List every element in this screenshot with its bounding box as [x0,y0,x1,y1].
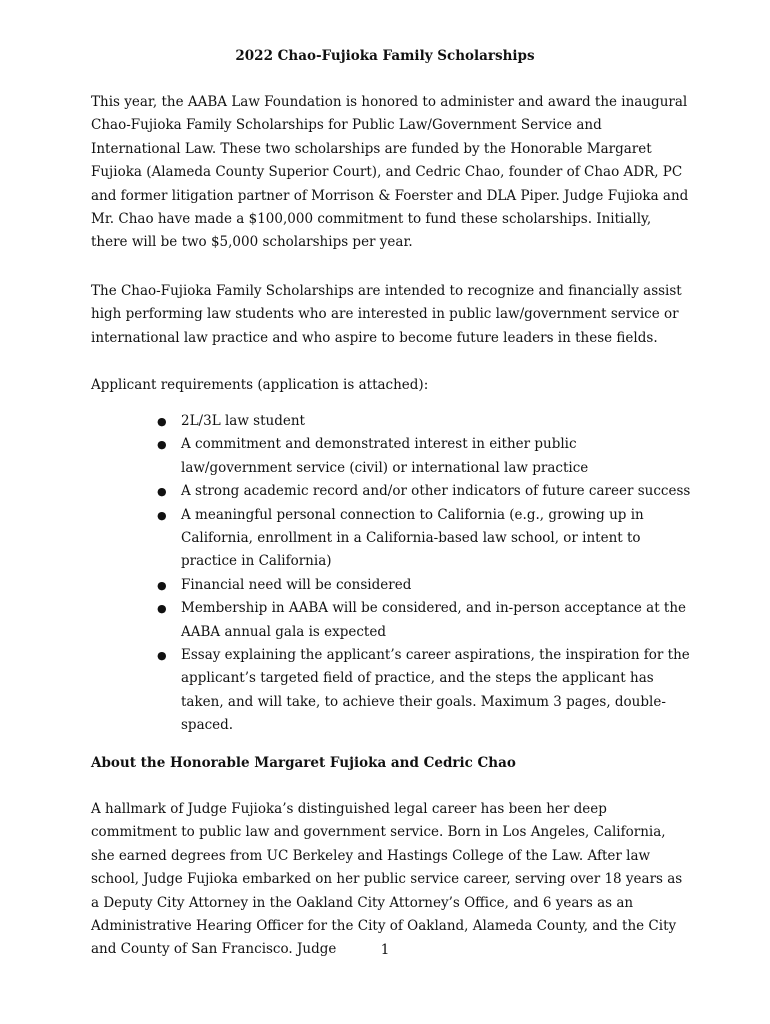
about-heading: About the Honorable Margaret Fujioka and Cedric Chao [91,755,516,771]
about-paragraph: A hallmark of Judge Fujioka’s distinguished legal career has been her deep commitment to public law and government service. Born in Los Angeles, California, she earned degrees from UC Berkeley and Hastings College of the Law. After law school, Judge Fujioka embarked on her public service career, serving over 18 years as a Deputy City Attorney in the Oakland City Attorney’s Office, and 6 years as an Administrative Hearing Officer for the City of Oakland, Alameda County, and the City and County of San Francisco. Judge [91,801,683,958]
list-item: ● Financial need will be considered [91,574,691,597]
requirements-intro: Applicant requirements (application is attached): [91,377,429,393]
list-item: ● Membership in AABA will be considered, and in-person acceptance at the AABA annual gala is expected [91,597,691,644]
intro-paragraph: This year, the AABA Law Foundation is honored to administer and award the inaugural Chao-Fujioka Family Scholarships for Public Law/Government Service and International Law. These two scholarships are funded by the Honorable Margaret Fujioka (Alameda County Superior Court), and Cedric Chao, founder of Chao ADR, PC and former litigation partner of Morrison & Foerster and DLA Piper. Judge Fujioka and Mr. Chao have made a $100,000 commitment to fund these scholarships. Initially, there will be two $5,000 scholarships per year. [91,94,689,251]
list-item: ● 2L/3L law student [91,410,691,433]
document-title: 2022 Chao-Fujioka Family Scholarships [235,48,535,64]
list-item: ● A meaningful personal connection to California (e.g., growing up in California, enrollment in a California-based law school, or intent to practice in California) [91,504,691,574]
page-number: 1 [380,942,390,958]
list-item: ● A commitment and demonstrated interest in either public law/government service (civil) or international law practice [91,433,691,480]
requirements-list [91,410,691,738]
list-item: ● A strong academic record and/or other indicators of future career success [91,480,691,503]
purpose-paragraph: The Chao-Fujioka Family Scholarships are intended to recognize and financially assist high performing law students who are interested in public law/government service or international law practice and who aspire to become future leaders in these fields. [91,283,682,346]
list-item: ● Essay explaining the applicant’s career aspirations, the inspiration for the applicant’s targeted field of practice, and the steps the applicant has taken, and will take, to achieve their goals. Maximum 3 pages, double-spaced. [91,644,691,738]
